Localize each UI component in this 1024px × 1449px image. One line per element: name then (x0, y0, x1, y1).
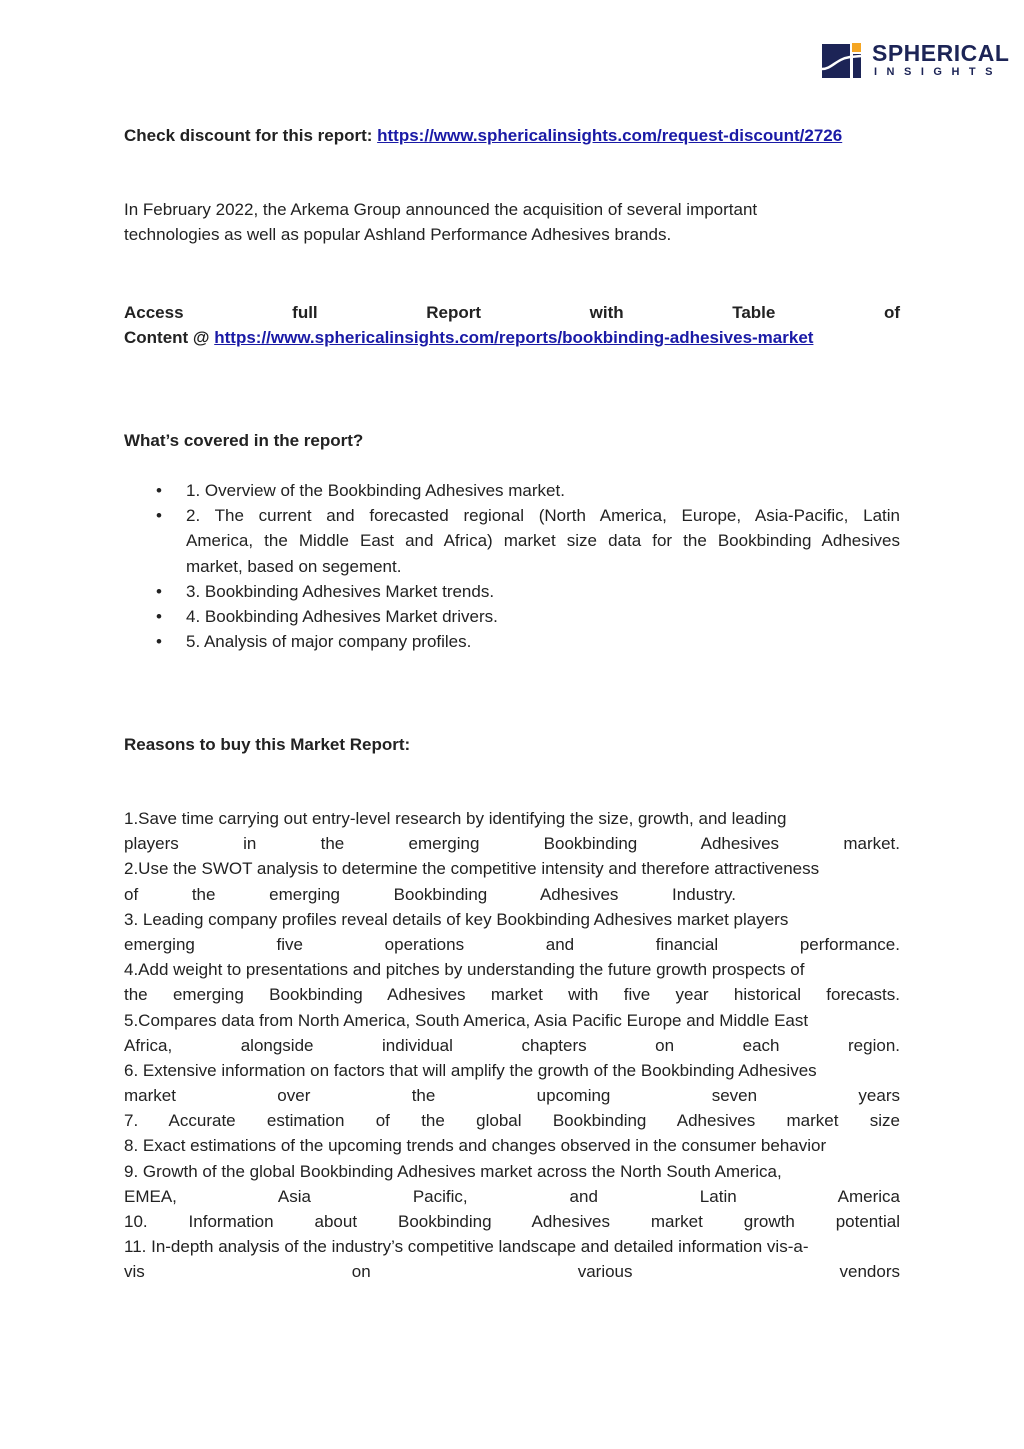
intro-line: In February 2022, the Arkema Group announced the acquisition of several important (124, 200, 758, 219)
reason-line: 2.Use the SWOT analysis to determine the competitive intensity and therefore attractiveness (124, 859, 820, 879)
reason-line: market over the upcoming seven years (124, 1086, 900, 1106)
reason-line: the emerging Bookbinding Adhesives market with five year historical forecasts. (124, 985, 900, 1005)
covered-item-text: 3. Bookbinding Adhesives Market trends. (186, 581, 495, 601)
reason-line: 9. Growth of the global Bookbinding Adhesives market across the North South America, (124, 1161, 782, 1181)
access-link-line (124, 325, 900, 350)
covered-item-text: America, the Middle East and Africa) market size data for the Bookbinding Adhesives (186, 531, 900, 551)
access-line (124, 300, 900, 325)
covered-item-text: market, based on segement. (186, 556, 402, 576)
reason-line: 4.Add weight to presentations and pitches by understanding the future growth prospects of (124, 960, 805, 980)
covered-item-line (124, 629, 900, 654)
bullet-icon: • (156, 506, 162, 526)
access-word: with (589, 303, 624, 322)
access-word: full (292, 303, 318, 322)
reason-line: Africa, alongside individual chapters on each region. (124, 1035, 900, 1055)
discount-line (124, 123, 900, 148)
reason-line: 11. In-depth analysis of the industry’s competitive landscape and detailed information vis-a- (124, 1237, 809, 1257)
access-word: Report (426, 303, 482, 322)
bullet-icon: • (156, 606, 162, 626)
reason-line: 5.Compares data from North America, South America, Asia Pacific Europe and Middle East (124, 1010, 809, 1030)
discount-label: Check discount for this report: (124, 126, 378, 145)
reason-line: emerging five operations and financial performance. (124, 934, 900, 954)
covered-item-text: 1. Overview of the Bookbinding Adhesives market. (186, 481, 565, 500)
covered-item-text: 5. Analysis of major company profiles. (186, 632, 472, 652)
logo-text: SPHERICAL (872, 40, 1010, 66)
covered-item-line (124, 579, 900, 604)
reason-line: 10. Information about Bookbinding Adhesives market growth potential (124, 1212, 900, 1231)
covered-item-line (124, 478, 900, 503)
report-link[interactable]: https://www.sphericalinsights.com/reports/bookbinding-adhesives-market (214, 328, 814, 348)
reason-line: players in the emerging Bookbinding Adhesives market. (124, 834, 900, 854)
reason-line: 8. Exact estimations of the upcoming trends and changes observed in the consumer behavior (124, 1136, 827, 1156)
reason-line: vis on various vendors (124, 1262, 900, 1282)
reason-line: of the emerging Bookbinding Adhesives Industry. (124, 884, 736, 904)
covered-item-line (124, 604, 900, 629)
covered-item-line (124, 503, 900, 528)
covered-item-text: 4. Bookbinding Adhesives Market drivers. (186, 606, 498, 626)
spherical-insights-logo (822, 40, 1010, 82)
intro-line: technologies as well as popular Ashland Performance Adhesives brands. (124, 225, 672, 245)
reasons-heading: Reasons to buy this Market Report: (124, 735, 411, 754)
reason-line: 7. Accurate estimation of the global Bookbinding Adhesives market size (124, 1111, 900, 1131)
covered-item-line (124, 554, 900, 579)
covered-heading: What’s covered in the report? (124, 431, 364, 450)
bullet-icon: • (156, 581, 162, 601)
reason-line: EMEA, Asia Pacific, and Latin America (124, 1186, 900, 1206)
access-label: Content @ (124, 328, 215, 348)
access-word: Access (124, 303, 184, 322)
access-section (124, 300, 900, 350)
logo-mark-icon (822, 42, 862, 82)
bullet-icon: • (156, 632, 162, 652)
bullet-icon: • (156, 481, 162, 500)
covered-item-line (124, 528, 900, 553)
reason-line: 6. Extensive information on factors that will amplify the growth of the Bookbinding Adhesives (124, 1060, 817, 1080)
covered-item-text: 2. The current and forecasted regional (North America, Europe, Asia-Pacific, Latin (186, 506, 900, 526)
logo-subtext: INSIGHTS (874, 66, 1002, 78)
covered-list (124, 478, 900, 654)
reason-line: 1.Save time carrying out entry-level research by identifying the size, growth, and leading (124, 809, 787, 828)
access-word: Table (732, 303, 776, 322)
reason-line: 3. Leading company profiles reveal details of key Bookbinding Adhesives market players (124, 909, 789, 929)
intro-paragraph (124, 197, 900, 247)
reasons-list (124, 806, 900, 1285)
access-word: of (883, 303, 900, 322)
discount-link[interactable]: https://www.sphericalinsights.com/request-discount/2726 (377, 126, 843, 145)
